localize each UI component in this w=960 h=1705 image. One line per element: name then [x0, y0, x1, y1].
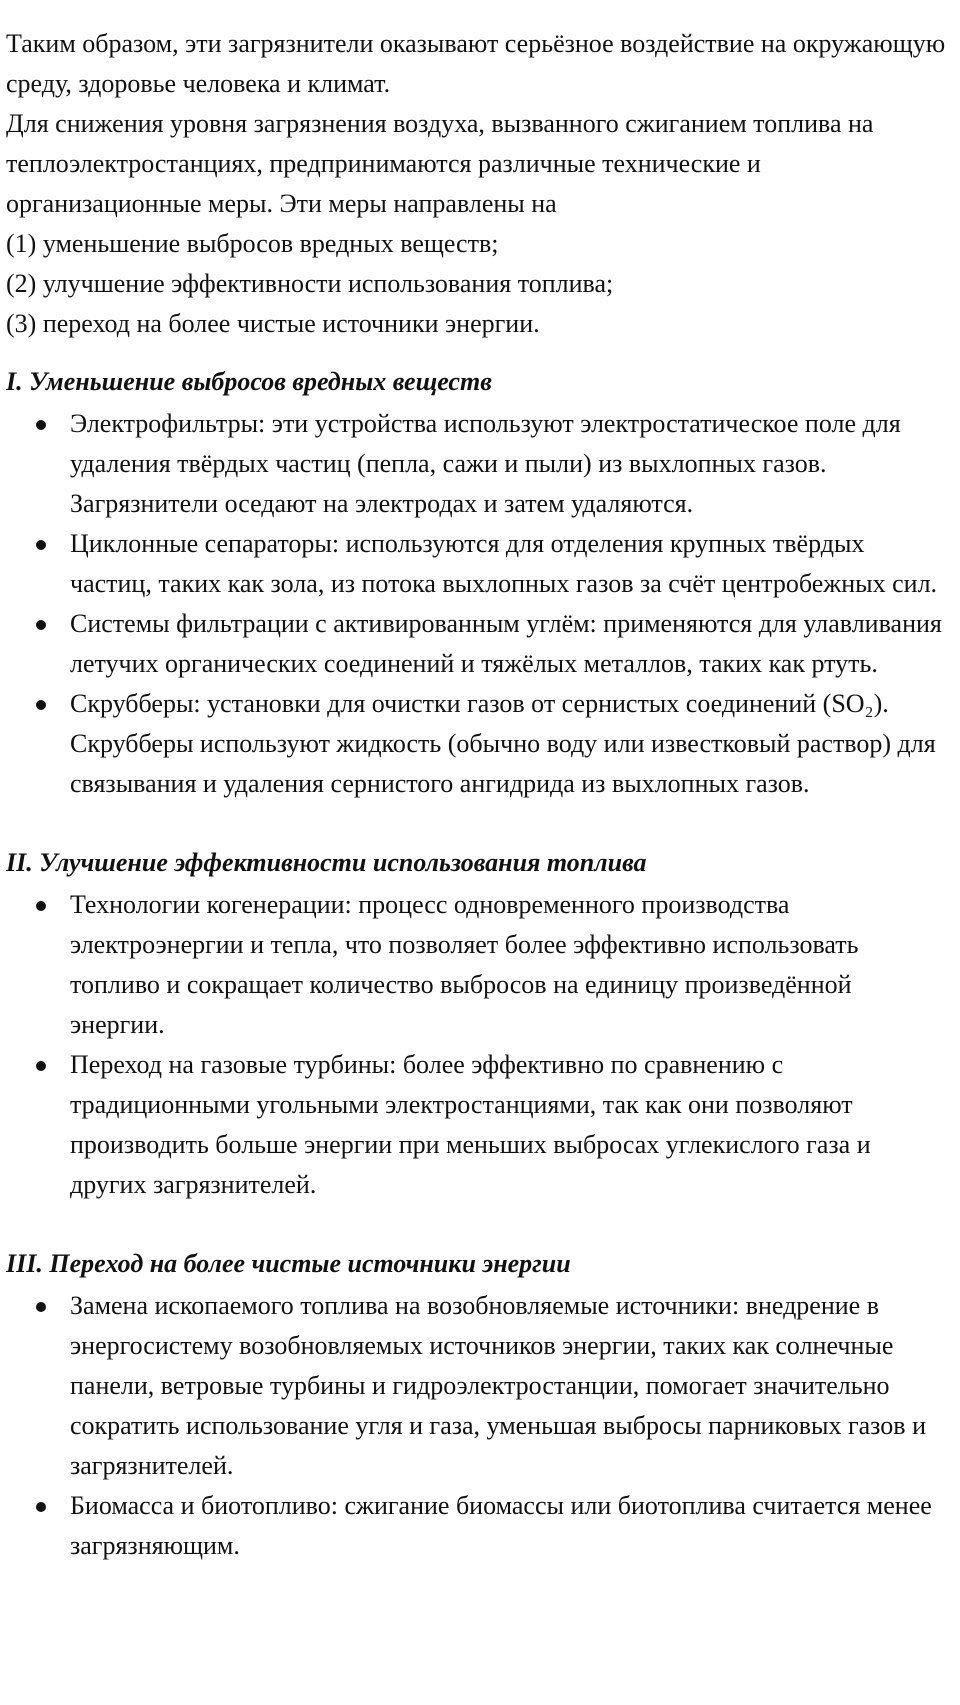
- bullet-item: [6, 1045, 952, 1205]
- section-fuel-efficiency: [6, 843, 952, 1205]
- bullet-list: [6, 885, 952, 1205]
- bullet-icon: [36, 1302, 46, 1312]
- bullet-list: [6, 404, 952, 804]
- section-heading: III. Переход на более чистые источники энергии: [6, 1249, 571, 1278]
- bullet-item: [6, 684, 952, 804]
- section-reduce-emissions: [6, 362, 952, 804]
- bullet-icon: [36, 1502, 46, 1512]
- intro-paragraph: Таким образом, эти загрязнители оказывают серьёзное воздействие на окружающую среду, здоровье человека и климат.: [6, 29, 946, 98]
- bullet-list: [6, 1286, 952, 1566]
- bullet-item: [6, 524, 952, 604]
- bullet-text: Технологии когенерации: процесс одновременного производства электроэнергии и тепла, что позволяет более эффективно использовать топливо и сокращает количество выбросов на единицу произведённой энергии.: [70, 890, 859, 1039]
- bullet-icon: [36, 420, 46, 430]
- bullet-item: [6, 1286, 952, 1486]
- bullet-icon: [36, 540, 46, 550]
- section-heading: I. Уменьшение выбросов вредных веществ: [6, 367, 492, 396]
- intro-paragraph: Для снижения уровня загрязнения воздуха, вызванного сжиганием топлива на теплоэлектростанциях, предпринимаются различные технические и организационные меры. Эти меры направлены на: [6, 109, 874, 218]
- bullet-text: Электрофильтры: эти устройства используют электростатическое поле для удаления твёрдых частиц (пепла, сажи и пыли) из выхлопных газов. Загрязнители оседают на электродах и затем удаляются.: [70, 409, 901, 518]
- bullet-text: Биомасса и биотопливо: сжигание биомассы или биотоплива считается менее загрязняющим.: [70, 1491, 932, 1560]
- intro-list-item: (2) улучшение эффективности использования топлива;: [6, 269, 614, 298]
- bullet-text: Переход на газовые турбины: более эффективно по сравнению с традиционными угольными электростанциями, так как они позволяют производить больше энергии при меньших выбросах углекислого газа и других загрязнителей.: [70, 1050, 871, 1199]
- bullet-icon: [36, 1061, 46, 1071]
- bullet-text: Системы фильтрации с активированным углём: применяются для улавливания летучих органических соединений и тяжёлых металлов, таких как ртуть.: [70, 609, 942, 678]
- bullet-icon: [36, 700, 46, 710]
- section-heading: II. Улучшение эффективности использования топлива: [6, 848, 647, 877]
- bullet-item: [6, 404, 952, 524]
- bullet-item: [6, 1486, 952, 1566]
- intro-list-item: (3) переход на более чистые источники энергии.: [6, 309, 540, 338]
- bullet-item: [6, 604, 952, 684]
- section-clean-energy: [6, 1244, 952, 1566]
- bullet-text: Циклонные сепараторы: используются для отделения крупных твёрдых частиц, таких как зола, из потока выхлопных газов за счёт центробежных сил.: [70, 529, 938, 598]
- intro-block: [6, 24, 952, 344]
- intro-list-item: (1) уменьшение выбросов вредных веществ;: [6, 229, 499, 258]
- bullet-item: [6, 885, 952, 1045]
- bullet-text: Скрубберы: установки для очистки газов от сернистых соединений (SO₂). Скрубберы используют жидкость (обычно воду или известковый раствор) для связывания и удаления сернистого ангидрида из выхлопных газов.: [70, 689, 936, 798]
- bullet-icon: [36, 901, 46, 911]
- bullet-text: Замена ископаемого топлива на возобновляемые источники: внедрение в энергосистему возобновляемых источников энергии, таких как солнечные панели, ветровые турбины и гидроэлектростанции, помогает значительно сократить использование угля и газа, уменьшая выбросы парниковых газов и загрязнителей.: [70, 1291, 926, 1480]
- bullet-icon: [36, 620, 46, 630]
